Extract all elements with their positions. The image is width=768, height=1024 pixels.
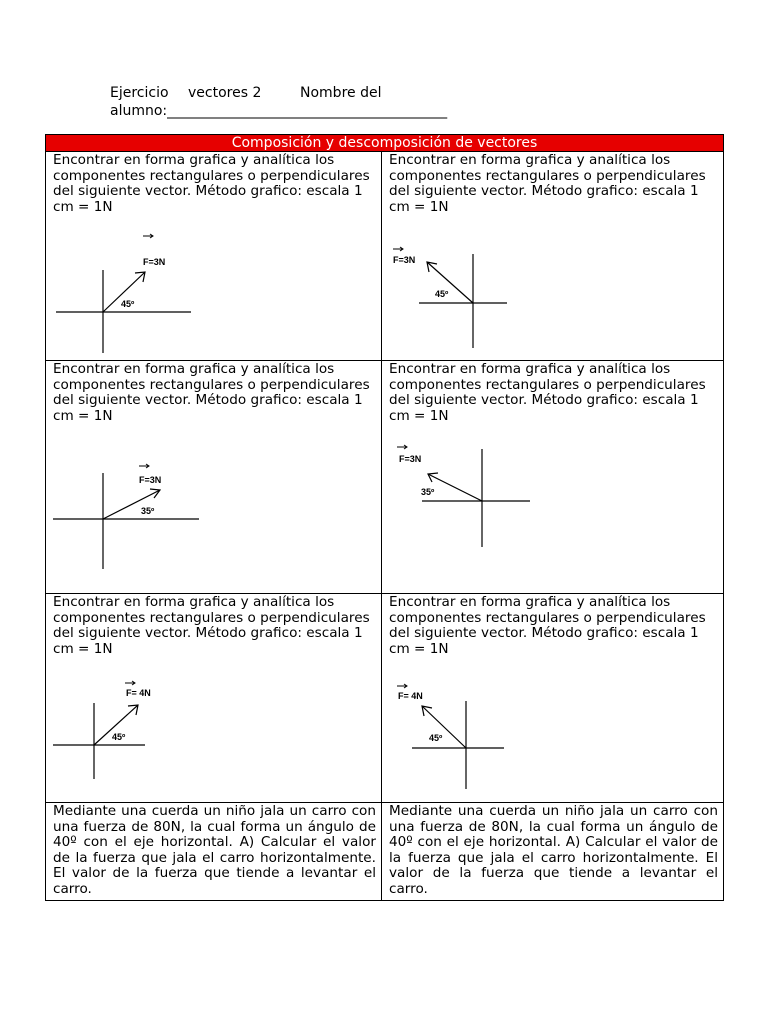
exercise-cell-4 — [382, 361, 724, 594]
exercise-topic: vectores 2 — [188, 85, 262, 101]
exercise-cell-1 — [46, 152, 382, 361]
force-label: F=3N — [399, 454, 422, 464]
instruction-text: Encontrar en forma grafica y analítica los componentes rectangulares o perpendiculares del siguiente vector. Método grafico: escala 1 cm = 1N — [389, 594, 706, 657]
force-label: F= 4N — [126, 688, 151, 698]
problem-text: Mediante una cuerda un niño jala un carro con una fuerza de 80N, la cual forma un ángulo de 40º con el eje horizontal. A) Calcular el valor de la fuerza que jala el carro horizontalmente. El valor de la fuerza que tiende a levantar el carro. — [53, 803, 376, 897]
angle-label: 45º — [112, 732, 126, 742]
vector-diagram-3 — [46, 361, 382, 593]
vector-diagram-6 — [382, 594, 724, 802]
table-row — [46, 361, 724, 594]
angle-label: 45º — [121, 299, 135, 309]
worksheet-header — [110, 84, 447, 120]
force-label: F= 4N — [398, 691, 423, 701]
angle-label: 45º — [435, 289, 449, 299]
header-line-1 — [110, 84, 447, 102]
exercise-cell-2 — [382, 152, 724, 361]
exercise-table — [45, 134, 724, 901]
instruction-text: Encontrar en forma grafica y analítica los componentes rectangulares o perpendiculares del siguiente vector. Método grafico: escala 1 cm = 1N — [53, 594, 370, 657]
problem-cell-2 — [382, 803, 724, 901]
table-row — [46, 594, 724, 803]
student-name-line: alumno:________________________________________ — [110, 103, 448, 119]
exercise-cell-5 — [46, 594, 382, 803]
instruction-text: Encontrar en forma grafica y analítica los componentes rectangulares o perpendiculares del siguiente vector. Método grafico: escala 1 cm = 1N — [389, 152, 706, 215]
table-row — [46, 803, 724, 901]
exercise-cell-6 — [382, 594, 724, 803]
instruction-text: Encontrar en forma grafica y analítica los componentes rectangulares o perpendiculares del siguiente vector. Método grafico: escala 1 cm = 1N — [389, 361, 706, 424]
table-title: Composición y descomposición de vectores — [46, 135, 724, 152]
force-vector — [427, 262, 473, 303]
vector-diagram-1 — [46, 152, 382, 360]
angle-label: 35º — [421, 487, 435, 497]
name-label: Nombre del — [300, 85, 382, 101]
angle-label: 35º — [141, 506, 155, 516]
table-row — [46, 152, 724, 361]
force-label: F=3N — [139, 475, 162, 485]
vector-diagram-2 — [382, 152, 724, 360]
force-vector — [428, 474, 482, 501]
instruction-text: Encontrar en forma grafica y analítica los componentes rectangulares o perpendiculares del siguiente vector. Método grafico: escala 1 cm = 1N — [53, 152, 370, 215]
force-arrowhead — [150, 489, 160, 498]
exercise-label: Ejercicio — [110, 85, 169, 101]
problem-cell-1 — [46, 803, 382, 901]
instruction-text: Encontrar en forma grafica y analítica los componentes rectangulares o perpendiculares del siguiente vector. Método grafico: escala 1 cm = 1N — [53, 361, 370, 424]
angle-label: 45º — [429, 733, 443, 743]
vector-diagram-5 — [46, 594, 382, 802]
exercise-cell-3 — [46, 361, 382, 594]
problem-text: Mediante una cuerda un niño jala un carro con una fuerza de 80N, la cual forma un ángulo de 40º con el eje horizontal. A) Calcular el valor de la fuerza que jala el carro horizontalmente. El valor de la fuerza que tiende a levantar el carro. — [389, 803, 718, 897]
vector-diagram-4 — [382, 361, 724, 593]
force-label: F=3N — [143, 257, 166, 267]
force-label: F=3N — [393, 255, 416, 265]
force-arrowhead — [428, 473, 438, 482]
